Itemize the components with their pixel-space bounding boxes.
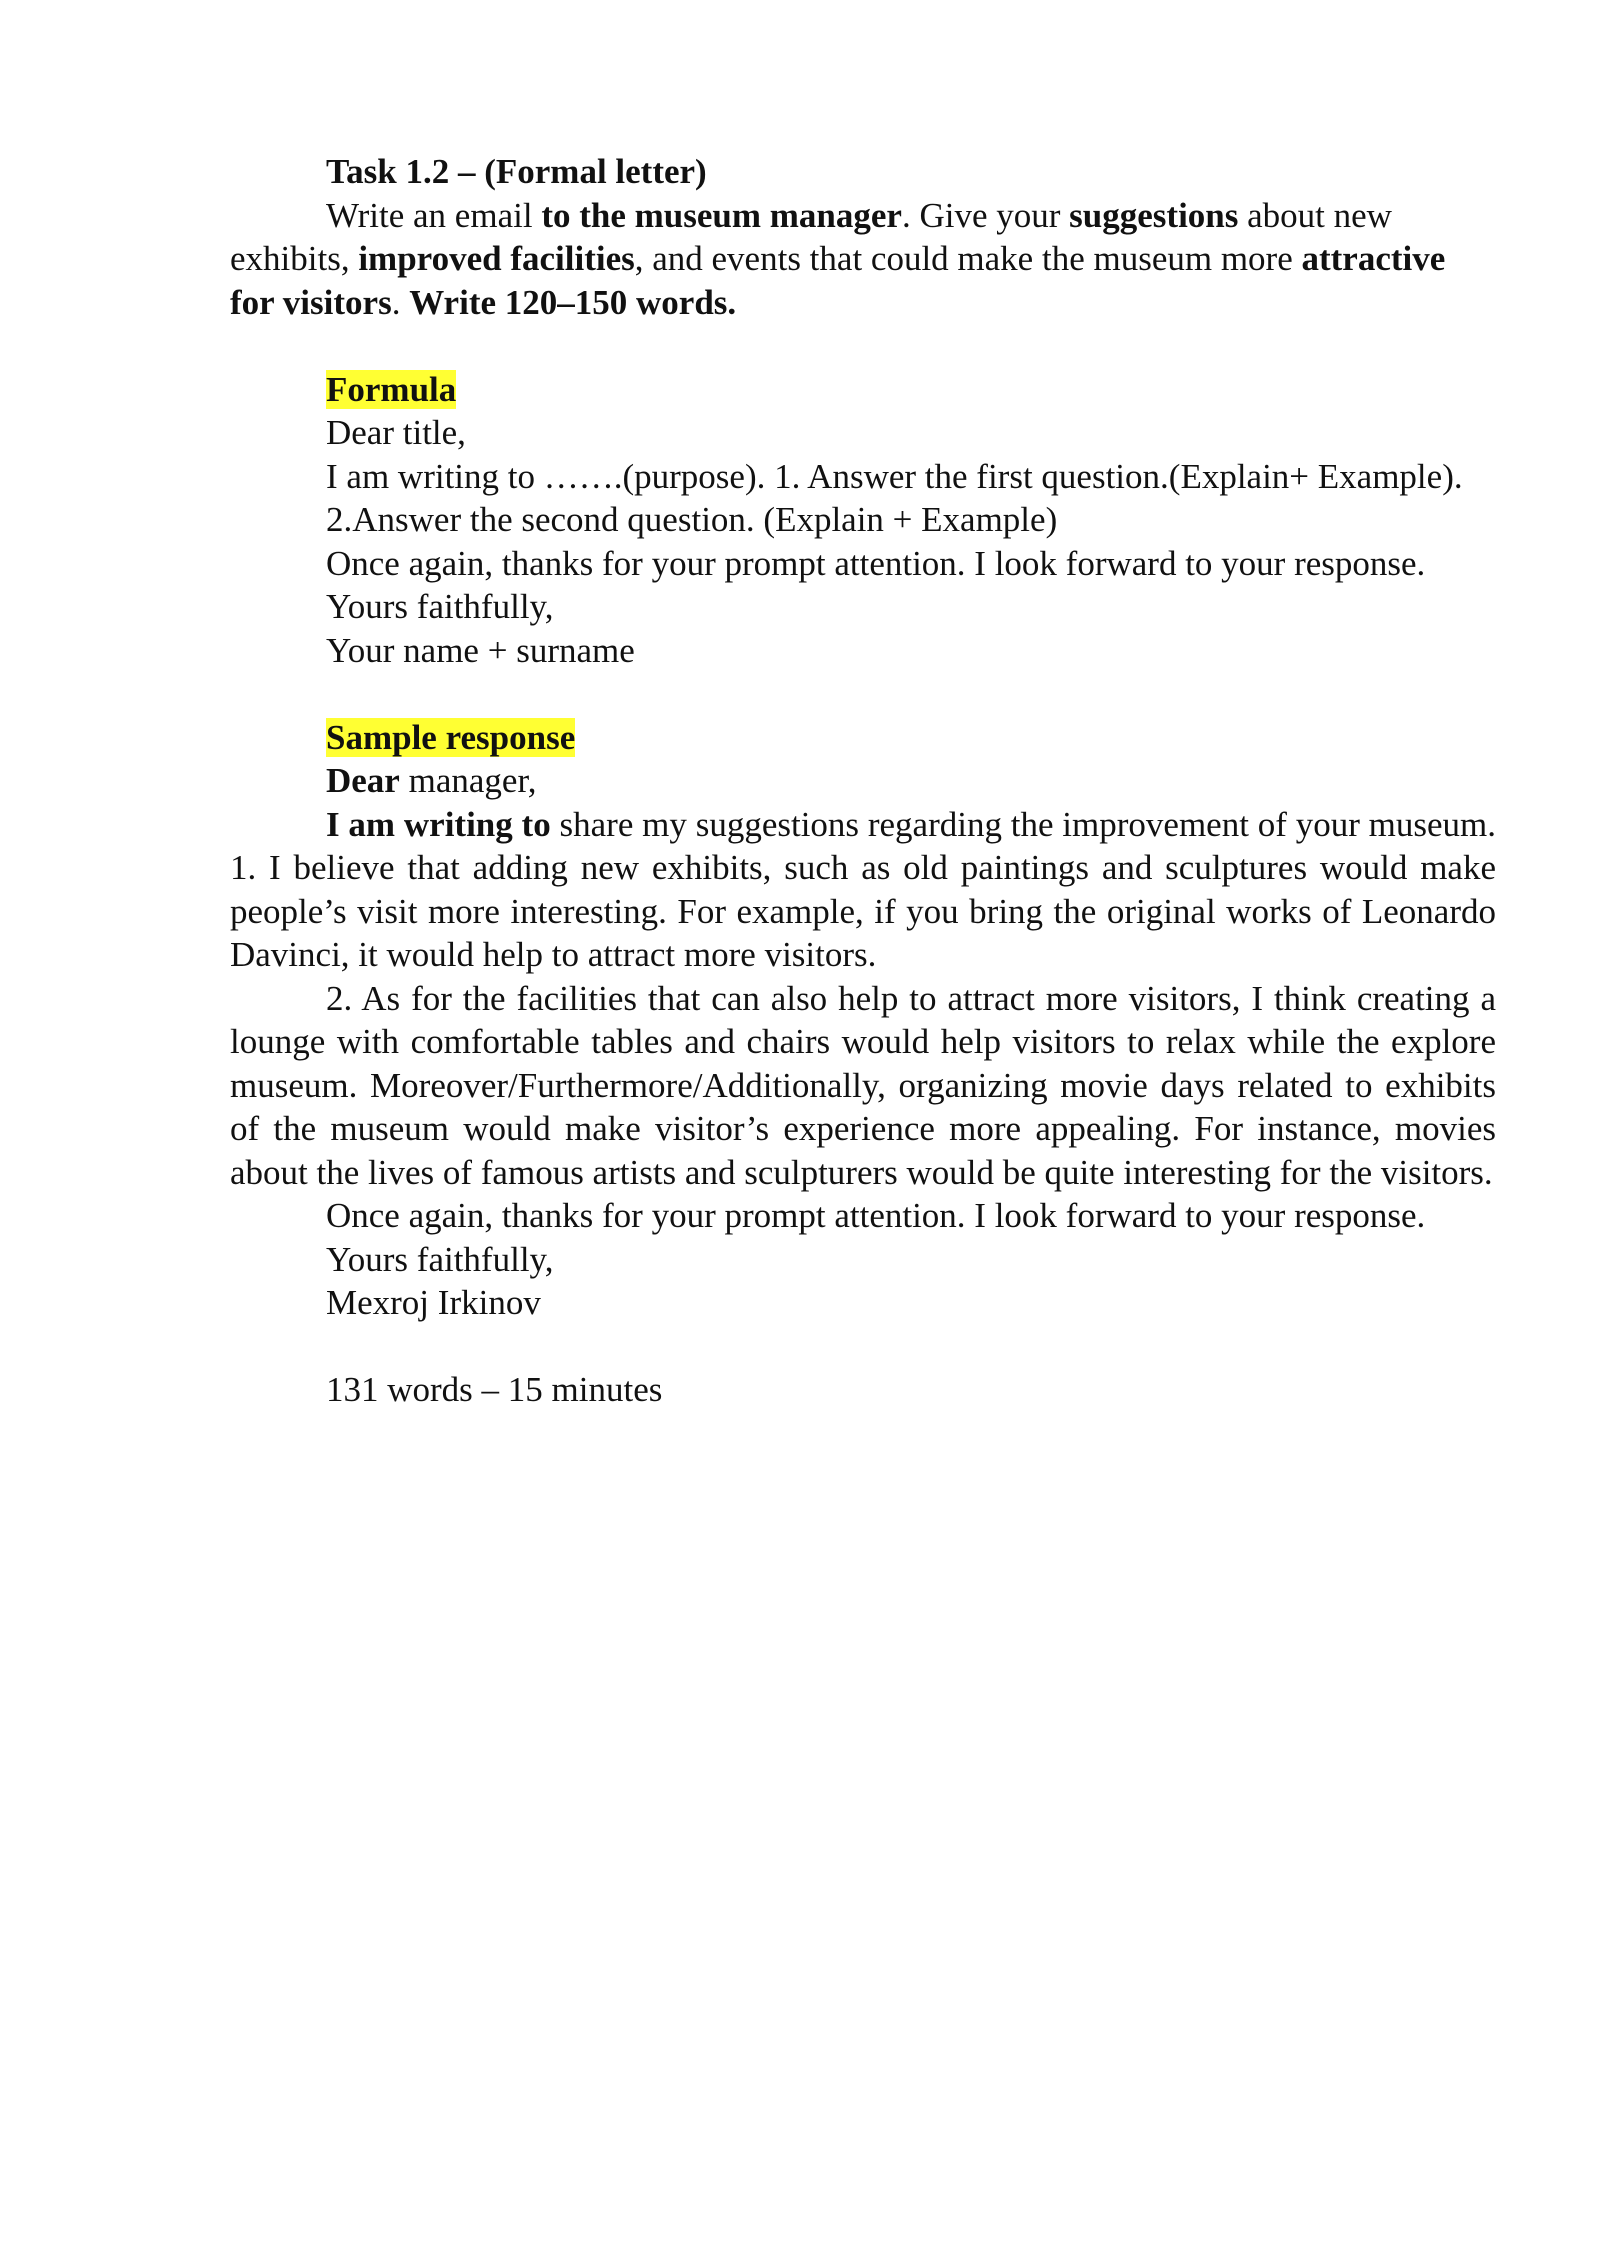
spacer (230, 672, 1496, 716)
sample-heading: Sample response (326, 717, 576, 757)
sample-paragraph-1: I am writing to share my suggestions regarding the improvement of your museum. 1. I believe that adding new exhibits, such as old paintings and sculptures would make people’s visit more interesting. For example, if you bring the original works of Leonardo Davinci, it would help to attract more visitors. (230, 804, 1496, 974)
sample-greeting: Dear manager, (326, 761, 537, 800)
prompt-run: attractive for visitors (230, 239, 1446, 322)
formula-signoff: Yours faithfully, (326, 587, 554, 626)
sample-signoff: Yours faithfully, (326, 1239, 554, 1279)
sample-paragraph-2: 2. As for the facilities that can also help to attract more visitors, I think creating a lounge with comfortable tables and chairs would help visitors to relax while the explore museum. Moreover/Furthermore/Additionally, organizing movie days related to exhibits of the museum would make visitor’s experience more appealing. For instance, movies about the lives of famous artists and sculpturers would be quite interesting for the visitors. (230, 978, 1496, 1192)
task-prompt (230, 194, 1496, 325)
spacer (230, 1325, 1496, 1369)
formula-heading: Formula (326, 369, 457, 409)
prompt-run: to the museum manager (541, 195, 902, 235)
prompt-run: improved facilities (358, 239, 635, 278)
prompt-run: . (391, 282, 410, 322)
formula-opening: I am writing to …….(purpose). 1. Answer the first question.(Explain+ Example). (326, 456, 1463, 496)
formula-closing: Once again, thanks for your prompt attention. I look forward to your response. (326, 543, 1426, 583)
word-count-stats: 131 words – 15 minutes (326, 1370, 663, 1409)
spacer (230, 324, 1496, 368)
formula-second: 2.Answer the second question. (Explain + Example) (326, 500, 1058, 539)
prompt-run: , and events that could make the museum more (634, 239, 1302, 278)
sample-closing: Once again, thanks for your prompt attention. I look forward to your response. (326, 1196, 1426, 1235)
formula-greeting: Dear title, (326, 413, 466, 452)
prompt-run: about new exhibits, (230, 195, 1392, 278)
document-page (230, 150, 1496, 1412)
prompt-run: suggestions (1069, 195, 1239, 235)
task-title: Task 1.2 – (Formal letter) (326, 152, 707, 191)
formula-name: Your name + surname (326, 630, 635, 670)
prompt-run: Write an email (326, 195, 542, 235)
prompt-run: Write 120–150 words. (409, 282, 737, 322)
sample-name: Mexroj Irkinov (326, 1283, 541, 1322)
prompt-run: . Give your (901, 195, 1070, 235)
